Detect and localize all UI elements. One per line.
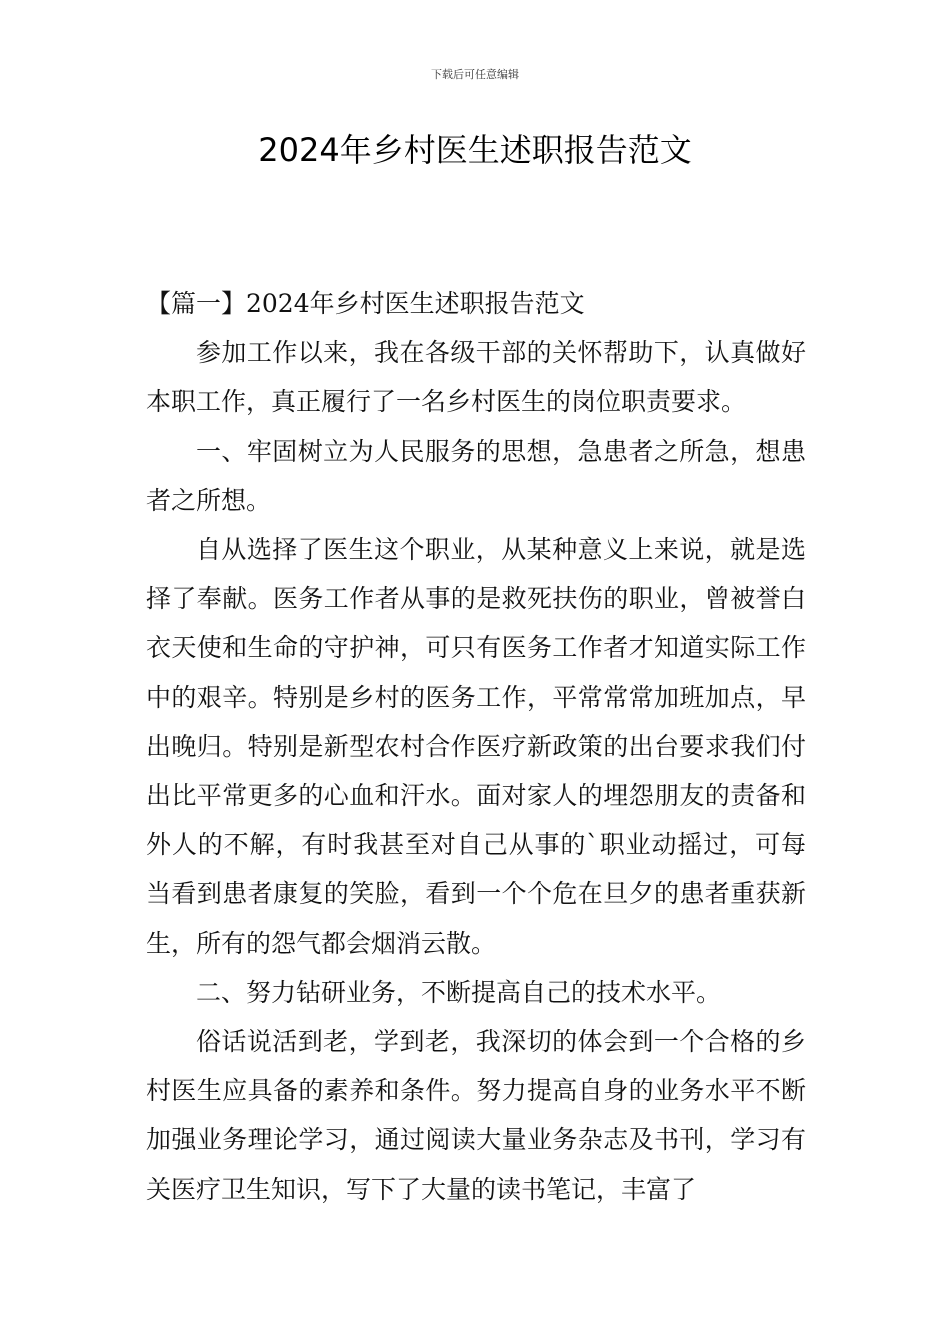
paragraph: 二、努力钻研业务，不断提高自己的技术水平。: [196, 977, 722, 1007]
paragraph: 自从选择了医生这个职业，从某种意义上来说，就是选择了奉献。医务工作者从事的是救死扶伤的职业，曾被誉白衣天使和生命的守护神，可只有医务工作者才知道实际工作中的艰辛。特别是乡村的医务工作，平常常常加班加点，早出晚归。特别是新型农村合作医疗新政策的出台要求我们付出比平常更多的心血和汗水。面对家人的埋怨朋友的责备和外人的不解，有时我甚至对自己从事的`职业动摇过，可每当看到患者康复的笑脸，看到一个个危在旦夕的患者重获新生，所有的怨气都会烟消云散。: [146, 535, 806, 958]
document-title: 2024年乡村医生述职报告范文: [258, 131, 692, 169]
paragraph: 一、牢固树立为人民服务的思想，急患者之所急，想患者之所想。: [146, 436, 806, 515]
paragraph: 参加工作以来，我在各级干部的关怀帮助下，认真做好本职工作，真正履行了一名乡村医生的岗位职责要求。: [146, 338, 806, 417]
section-heading: 【篇一】2024年乡村医生述职报告范文: [146, 289, 585, 318]
document-body: [146, 279, 806, 1214]
paragraph: 俗话说活到老，学到老，我深切的体会到一个合格的乡村医生应具备的素养和条件。努力提高自身的业务水平不断加强业务理论学习，通过阅读大量业务杂志及书刊，学习有关医疗卫生知识，写下了大量的读书笔记，丰富了: [146, 1027, 806, 1204]
header-note: 下载后可任意编辑: [431, 68, 519, 81]
